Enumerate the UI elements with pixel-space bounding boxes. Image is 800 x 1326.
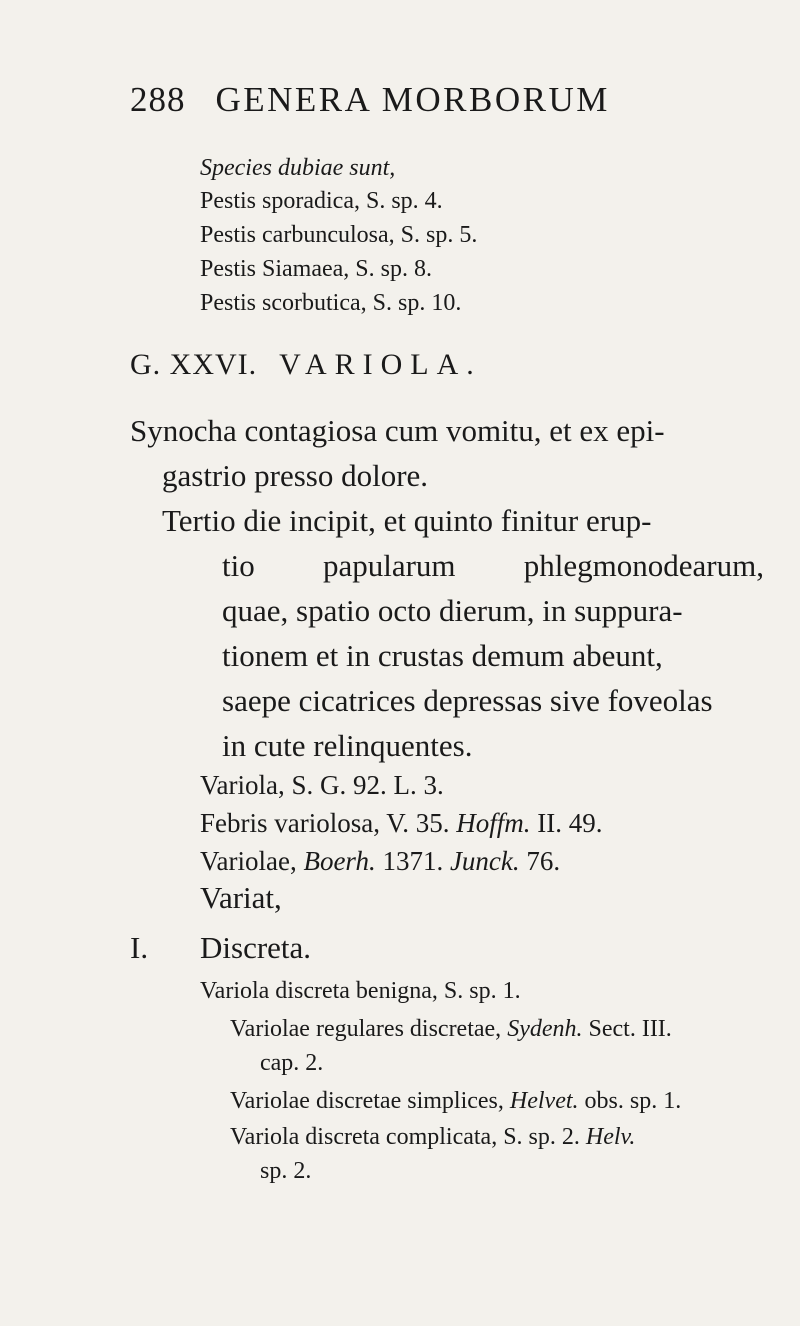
synonym-line: Variola, S. G. 92. L. 3. [200,770,444,800]
description-word: phlegmonodearum, [523,548,764,583]
variety-name: Discreta. [200,930,312,965]
synonym-text: Febris variolosa, V. 35. [200,808,450,838]
synonym-text: 1371. [382,846,444,876]
synonym-author: Junck. [449,846,520,876]
synonym-author: Hoffm. [456,808,531,838]
synonym-author: Boerh. [303,846,376,876]
description-word: papularum [322,548,456,583]
description-line: saepe cicatrices depressas sive foveolas [222,683,713,718]
variety-synonym [230,1088,681,1115]
synonym-line [200,846,560,877]
running-title: GENERA MORBORUM [215,80,610,119]
page-number: 288 [130,80,186,119]
dubiae-item: Pestis Siamaea, S. sp. 8. [200,256,432,282]
description-line: quae, spatio octo dierum, in suppura- [222,593,683,628]
dubiae-item: Pestis carbunculosa, S. sp. 5. [200,222,478,248]
synonym-text: Variolae, [200,846,297,876]
description-line [222,548,764,584]
synonym-text: Variola discreta complicata, S. sp. 2. [230,1124,580,1150]
genus-heading [130,348,482,382]
genus-number: G. XXVI. [130,348,258,381]
variety-synonym-cont: sp. 2. [260,1158,312,1184]
synonym-text: Variolae discretae simplices, [230,1088,504,1114]
variat-label: Variat, [200,880,282,915]
synonym-line [200,808,602,839]
description-line: Tertio die incipit, et quinto finitur erup- [162,503,652,538]
variety-synonym [230,1124,635,1151]
running-header [130,80,610,120]
dubiae-item: Pestis sporadica, S. sp. 4. [200,188,443,214]
description-word: tio [222,548,255,583]
definition-line: gastrio presso dolore. [162,458,429,493]
variety-synonym [230,1016,672,1043]
synonym-text: obs. sp. 1. [584,1088,682,1114]
description-line: in cute relinquentes. [222,728,473,763]
synonym-author: Helv. [585,1124,636,1150]
synonym-text: Sect. III. [588,1016,672,1042]
synonym-text: Variolae regulares discretae, [230,1016,502,1042]
variety-synonym-cont: cap. 2. [260,1050,324,1076]
synonym-text: II. 49. [537,808,603,838]
synonym-author: Helvet. [509,1088,579,1114]
genus-name: VARIOLA. [279,348,482,381]
variety-number: I. [130,930,149,965]
synonym-text: 76. [526,846,561,876]
variety-synonym: Variola discreta benigna, S. sp. 1. [200,978,521,1004]
synonym-author: Sydenh. [507,1016,583,1042]
dubiae-item: Pestis scorbutica, S. sp. 10. [200,290,462,316]
description-line: tionem et in crustas demum abeunt, [222,638,663,673]
definition-line: Synocha contagiosa cum vomitu, et ex epi- [130,413,665,448]
dubiae-intro: Species dubiae sunt, [200,155,396,181]
